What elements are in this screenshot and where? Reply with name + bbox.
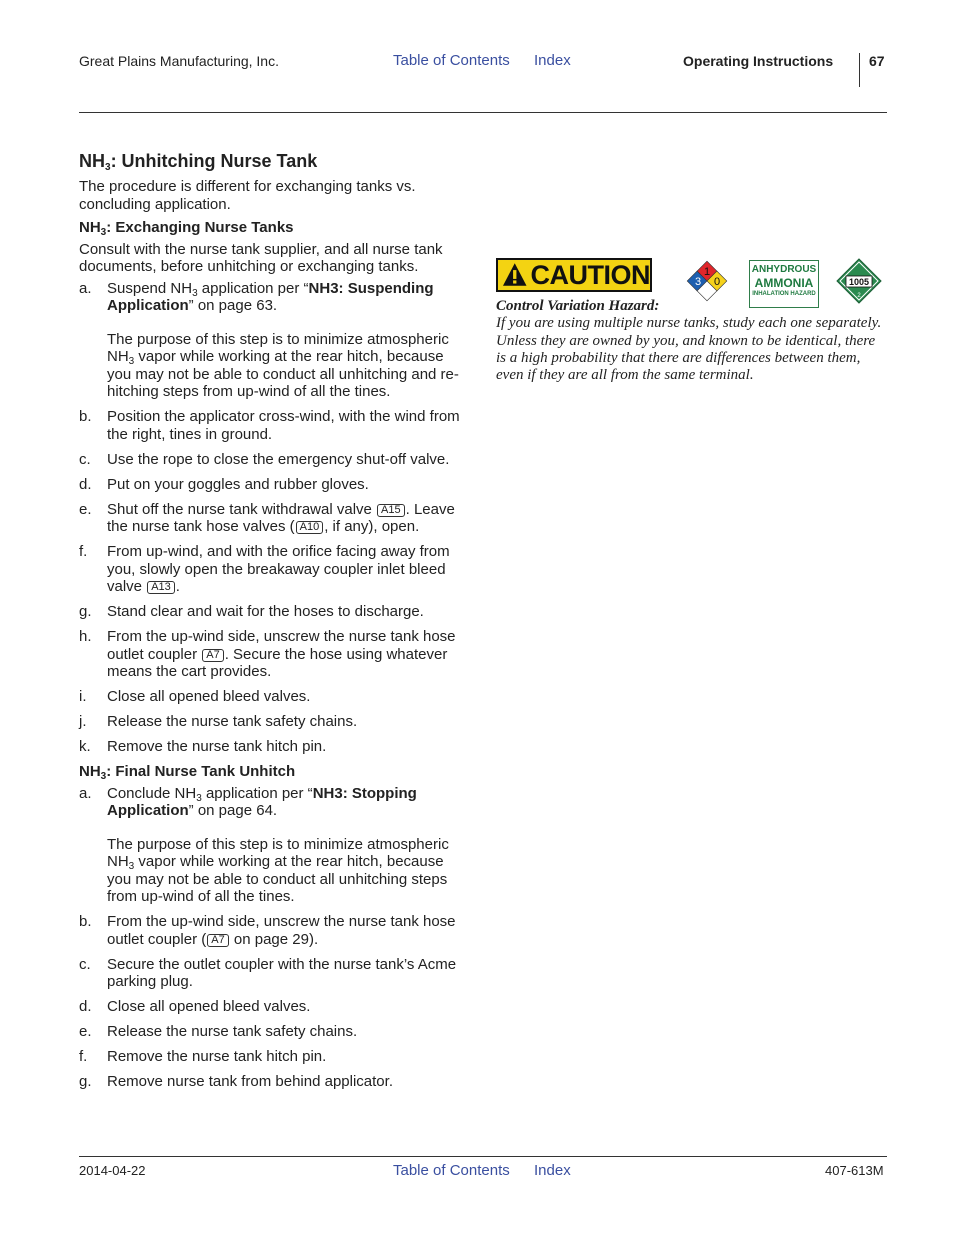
list-item: j. Release the nurse tank safety chains. [79,713,358,730]
exchanging-steps [79,280,471,756]
exchanging-heading: $NH_3$: Exchanging Nurse Tanks [79,219,294,238]
header-index-link[interactable]: Index [534,52,571,69]
final-heading: $NH_3$: Final Nurse Tank Unhitch [79,763,296,782]
footer-doc-number: 407-613M [825,1163,884,1178]
list-item: a. Suspend $NH_3$ application per “NH3: Suspending Application” on page 63. The purpose of this step is to minimize atmospheric $NH_3$ vapor while working at the rear hitch, because you may not be able to conduct all unhitching and re-hitching steps from up-wind of all the tines. [79,279,459,400]
list-item: f. Remove the nurse tank hitch pin. [79,1048,327,1065]
caution-label: CAUTION [530,260,650,290]
list-item: a. Conclude $NH_3$ application per “NH3: Stopping Application” on page 64. The purpose of this step is to minimize atmospheric $NH_3$ vapor while working at the rear hitch, because you may not be able to conduct all unhitching steps from up-wind of all the tines. [79,784,449,905]
list-item: h. From the up-wind side, unscrew the nurse tank hose outlet coupler A7 . Secure the hose using whatever means the cart provides. [79,628,456,680]
header-toc-link[interactable]: Table of Contents [393,52,510,69]
footer-toc-link[interactable]: Table of Contents [393,1162,510,1179]
header-section: Operating Instructions [683,53,834,69]
list-item: b. Position the applicator cross-wind, with the wind from the right, tines in ground. [79,408,460,443]
list-item: e. Shut off the nurse tank withdrawal valve A15 . Leave the nurse tank hose valves ( A10 , if any), open. [79,500,455,535]
callout-badge[interactable]: A7 [202,649,223,662]
cross-reference: NH3: Stopping Application [107,784,417,819]
hazard-text: If you are using multiple nurse tanks, study each one separately. Unless they are owned by you, and known to be identical, there is a high probability that there are differences between them, even if they are all from the same terminal. [496,315,882,384]
final-steps [79,785,471,1091]
hazard-message [496,298,888,384]
anhydrous-ammonia-label: ANHYDROUS AMMONIA INHALATION HAZARD [749,260,819,308]
page-title: $NH_3$: Unhitching Nurse Tank [79,151,318,173]
callout-badge[interactable]: A7 [207,934,228,947]
nfpa-reactivity: 0 [713,276,721,288]
callout-badge[interactable]: A13 [147,581,175,594]
callout-badge[interactable]: A10 [296,521,324,534]
exchanging-intro: Consult with the nurse tank supplier, and all nurse tank documents, before unhitching or exchanging tanks. [79,240,443,275]
callout-badge[interactable]: A15 [377,504,405,517]
header-rule [79,112,887,113]
warning-triangle-icon [502,262,528,288]
intro-paragraph: The procedure is different for exchanging tanks vs. concluding application. [79,178,416,213]
list-item: c. Use the rope to close the emergency shut-off valve. [79,450,450,468]
list-item: d. Close all opened bleed valves. [79,998,311,1015]
list-item: f. From up-wind, and with the orifice facing away from you, slowly open the breakaway coupler inlet bleed valve A13 . [79,543,450,595]
hazard-title: Control Variation Hazard: [496,298,660,314]
cross-reference: NH3: Suspending Application [107,279,434,314]
list-item: c. Secure the outlet coupler with the nurse tank’s Acme parking plug. [79,955,457,990]
header-divider [859,53,860,87]
list-item: b. From the up-wind side, unscrew the nurse tank hose outlet coupler ( A7 on page 29). [79,913,456,948]
un-number: 1005 [848,277,870,287]
header-company: Great Plains Manufacturing, Inc. [79,53,279,69]
nfpa-diamond-icon [686,260,728,302]
list-item: g. Remove nurse tank from behind applicator. [79,1073,393,1090]
list-item: g. Stand clear and wait for the hoses to discharge. [79,603,424,620]
nfpa-health: 1 [703,266,711,278]
list-item: k. Remove the nurse tank hitch pin. [79,738,327,755]
main-column [79,150,471,1098]
list-item: d. Put on your goggles and rubber gloves. [79,475,369,493]
list-item: e. Release the nurse tank safety chains. [79,1023,358,1040]
nfpa-flammability: 3 [694,276,702,288]
footer-index-link[interactable]: Index [534,1162,571,1179]
caution-sign [496,258,652,292]
footer-date: 2014-04-22 [79,1163,146,1178]
page-number: 67 [869,53,885,69]
list-item: i. Close all opened bleed valves. [79,688,311,705]
hazard-class: 2 [857,293,861,299]
footer-rule [79,1156,887,1157]
